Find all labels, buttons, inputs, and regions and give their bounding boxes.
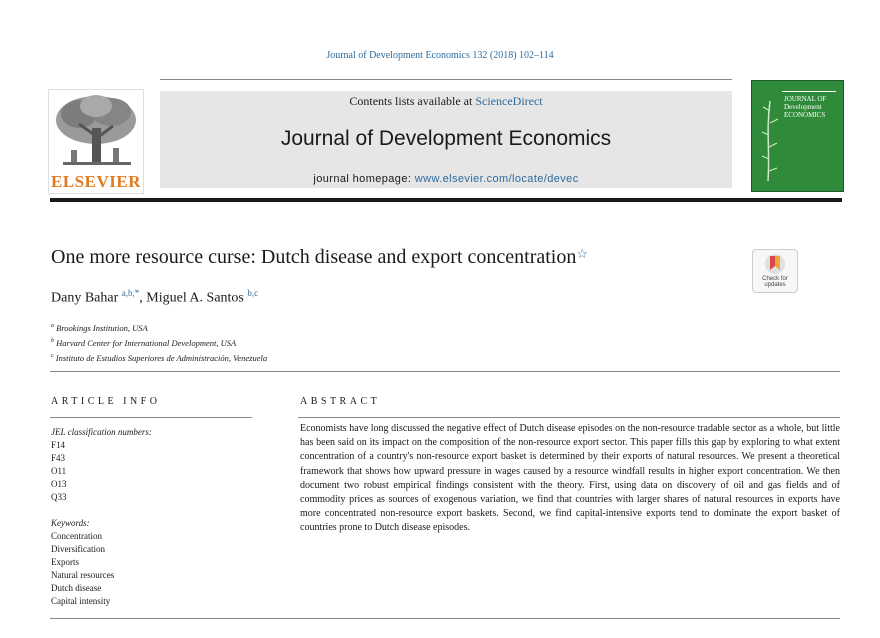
affiliation-mark: b [51,337,54,344]
elsevier-logo[interactable] [48,89,144,194]
affiliation-line [51,320,267,335]
affiliation-line [51,335,267,350]
tree-icon [49,92,143,172]
author-affiliation-marks[interactable]: b,c [247,288,259,298]
journal-citation[interactable]: Journal of Development Economics 132 (2018) 102–114 [326,50,554,61]
keyword: Dutch disease [51,583,102,593]
keyword: Capital intensity [51,596,111,606]
author-name[interactable]: Miguel A. Santos [146,290,244,306]
affiliation-mark: a [51,323,54,329]
top-divider [160,79,732,80]
contents-line [160,94,732,109]
cover-label: JOURNAL OF Development ECONOMICS [784,95,827,119]
author-list [51,288,258,307]
article-info-panel [51,426,251,608]
title-footnote-star[interactable]: ☆ [576,246,588,261]
affiliations [51,320,267,364]
homepage-line [160,173,732,185]
affiliation-text: Instituto de Estudios Superiores de Administración, Venezuela [55,352,268,363]
elsevier-wordmark: ELSEVIER [51,172,141,191]
affiliation-line [51,350,267,365]
keywords-label: Keywords: [51,518,90,528]
jel-code: F43 [51,453,66,463]
article-title-text: One more resource curse: Dutch disease and export concentration [51,246,577,268]
jel-label: JEL classification numbers: [51,427,152,437]
keyword: Natural resources [51,570,115,580]
keyword: Diversification [51,544,105,554]
spacer [51,504,251,517]
journal-banner [160,91,732,188]
check-for-updates-badge[interactable] [752,249,798,293]
abstract-rule [298,417,840,418]
header-thick-rule [50,198,842,202]
bottom-divider [50,618,840,619]
homepage-link[interactable]: www.elsevier.com/locate/devec [414,173,579,185]
affiliation-text: Harvard Center for International Development, USA [56,337,237,348]
jel-code: O13 [51,479,67,489]
article-title [51,246,588,269]
author-separator: , [139,290,147,306]
journal-title: Journal of Development Economics [280,127,612,150]
journal-cover[interactable] [751,80,844,192]
homepage-prefix: journal homepage: [313,173,415,185]
jel-code: Q33 [51,492,67,502]
author-affiliation-marks[interactable]: a,b,* [121,288,140,298]
jel-code: F14 [51,440,66,450]
bookmark-icon [753,252,797,278]
affiliation-text: Brookings Institution, USA [56,322,148,333]
section-divider [50,371,840,372]
keyword: Exports [51,557,79,567]
abstract-heading: ABSTRACT [300,396,381,407]
author-name[interactable]: Dany Bahar [51,290,119,306]
contents-prefix: Contents lists available at [349,94,476,108]
sciencedirect-link[interactable]: ScienceDirect [475,94,543,108]
check-for-updates-text: Check for updates [762,276,788,288]
keyword: Concentration [51,531,102,541]
jel-code: O11 [51,466,67,476]
article-info-heading: ARTICLE INFO [51,396,161,407]
affiliation-mark: c [51,352,54,359]
article-info-rule [50,417,252,418]
abstract-text: Economists have long discussed the negative effect of Dutch disease episodes on the non-resource tradable sector as a whole, but little has been said on its impact on the composition of the non-resource export sector. This paper fills this gap by exploring to what extent concentration of a country's non-resource export basket is determined by their exports of natural resources. We present a theoretical framework that shows how upward pressure in wages caused by a resource windfall results in higher export concentration. We then document two robust empirical findings consistent with the theory. First, using data on discovery of oil and gas fields and of commodity prices as sources of exogenous variation, we find that countries with larger shares of natural resources in exports have more concentrated non-resource export baskets. Second, we find capital-intensive exports tend to dominate the export basket of countries prone to Dutch disease episodes. [300,423,840,534]
